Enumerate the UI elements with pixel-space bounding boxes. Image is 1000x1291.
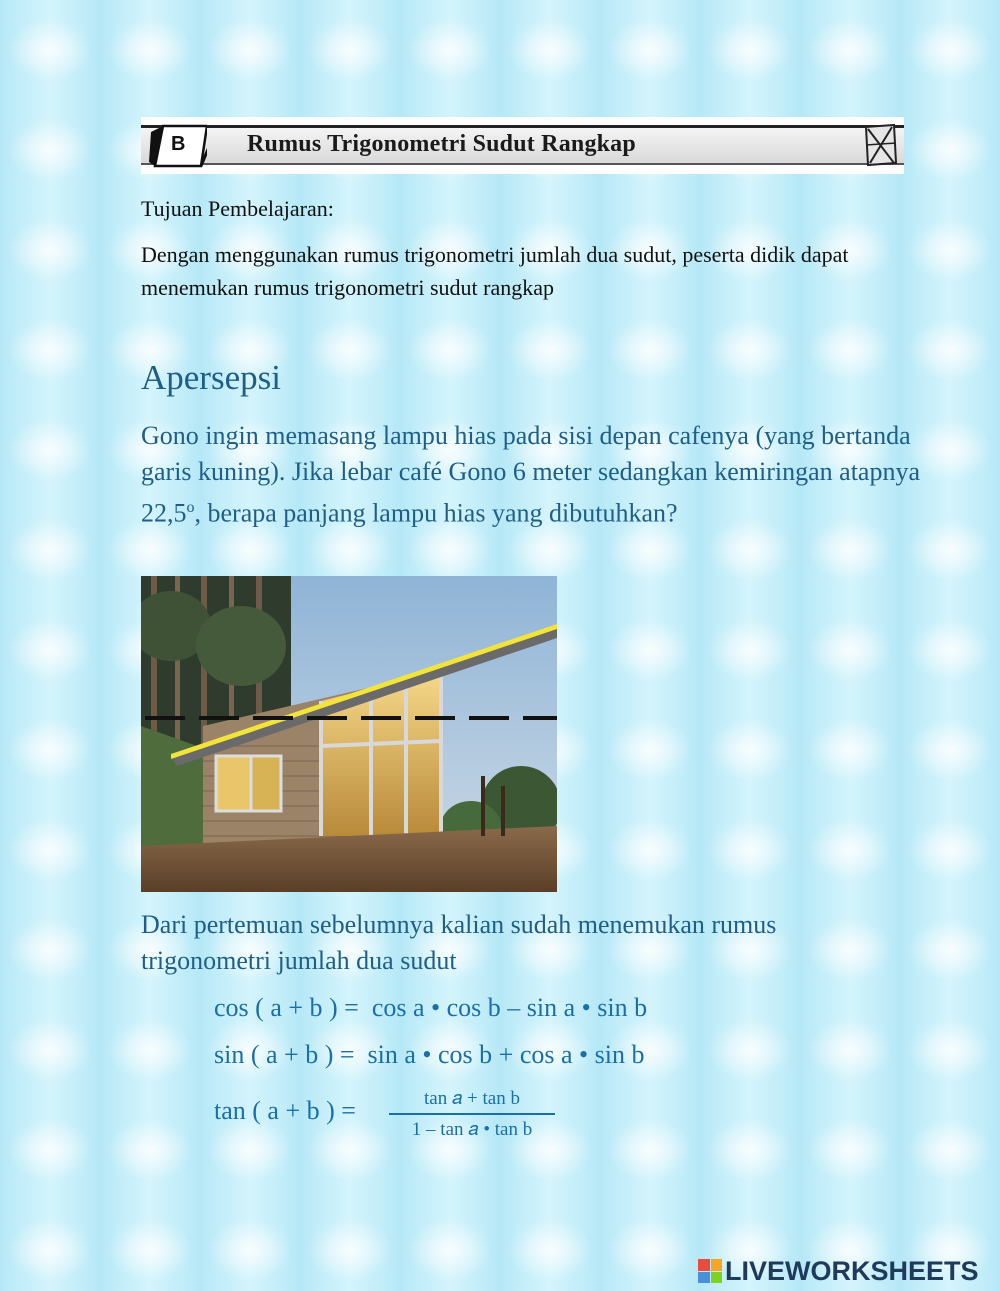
apersepsi-question (141, 418, 921, 532)
corner-ornament-icon (862, 123, 898, 167)
degree-symbol: o (186, 499, 195, 516)
learning-goal-text: Dengan menggunakan rumus trigonometri jumlah dua sudut, peserta didik dapat menemukan rumus trigonometri sudut rangkap (141, 242, 849, 300)
recall-text: Dari pertemuan sebelumnya kalian sudah menemukan rumus trigonometri jumlah dua sudut (141, 910, 777, 975)
liveworksheets-logo-icon (698, 1259, 722, 1283)
liveworksheets-logo[interactable] (698, 1256, 979, 1286)
tan-fraction-denominator: 1 – tan 𝑎 • tan b (411, 1119, 533, 1140)
section-letter: B (171, 133, 186, 155)
tan-sum-fraction (389, 1086, 555, 1143)
tan-sum-formula-lhs: tan ( a + b ) = (214, 1096, 363, 1125)
cafe-house-photo (141, 576, 557, 892)
apersepsi-heading: Apersepsi (141, 358, 281, 397)
tan-fraction-numerator: tan 𝑎 + tan b (424, 1088, 520, 1109)
question-text-end: , berapa panjang lampu hias yang dibutuhkan? (194, 498, 678, 528)
section-title-banner: Rumus Trigonometri Sudut Rangkap (247, 131, 636, 157)
sin-sum-formula: sin ( a + b ) = sin a • cos b + cos a • sin b (214, 1040, 645, 1069)
liveworksheets-logo-text: LIVEWORKSHEETS (725, 1255, 979, 1286)
learning-goal-label: Tujuan Pembelajaran: (141, 196, 334, 221)
fraction-bar (389, 1113, 555, 1115)
cos-sum-formula: cos ( a + b ) = cos a • cos b – sin a • sin b (214, 993, 648, 1022)
question-text-start: Gono ingin memasang lampu hias pada sisi depan cafenya (yang bertanda garis kuning). Jika lebar café Gono 6 meter sedangkan kemiringan atapnya 22,5 (141, 421, 920, 528)
section-header-banner (141, 117, 904, 174)
